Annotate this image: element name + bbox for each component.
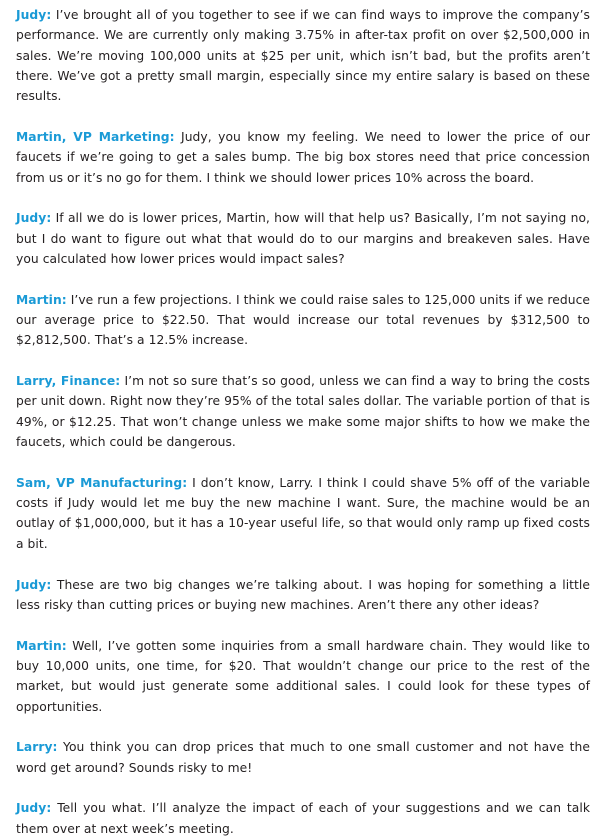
dialogue-paragraph <box>16 737 590 778</box>
speaker-name: Judy: <box>16 577 52 592</box>
dialogue-text: Judy, you know my feeling. We need to lower the price of our faucets if we’re going to get a sales bump. The big box stores need that price concession from us or it’s no go for them. I think we should lower prices 10% across the board. <box>16 129 590 185</box>
dialogue-paragraph <box>16 798 590 839</box>
dialogue-text: I’ve run a few projections. I think we could raise sales to 125,000 units if we reduce our average price to $22.50. That would increase our total revenues by $312,500 to $2,812,500. That’s a 12.5% increase. <box>16 292 590 348</box>
speaker-name: Sam, VP Manufacturing: <box>16 475 188 490</box>
dialogue-paragraph <box>16 473 590 554</box>
dialogue-paragraph <box>16 290 590 351</box>
dialogue-paragraph <box>16 5 590 106</box>
speaker-name: Martin, VP Marketing: <box>16 129 175 144</box>
dialogue-paragraph <box>16 208 590 269</box>
dialogue-text: Tell you what. I’ll analyze the impact of each of your suggestions and we can talk them over at next week’s meeting. <box>16 801 590 836</box>
speaker-name: Judy: <box>16 211 52 226</box>
dialogue-text: I don’t know, Larry. I think I could shave 5% off of the variable costs if Judy would let me buy the new machine I want. Sure, the machine would be an outlay of $1,000,000, but it has a 10-year useful life, so that would only ramp up fixed costs a bit. <box>16 475 590 551</box>
speaker-name: Martin: <box>16 638 67 653</box>
dialogue-paragraph <box>16 127 590 188</box>
speaker-name: Judy: <box>16 801 52 816</box>
dialogue-text: I’m not so sure that’s so good, unless we can find a way to bring the costs per unit down. Right now they’re 95% of the total sales dollar. The variable portion of that is 49%, or $12.25. That won’t change unless we make some major shifts to how we make the faucets, which could be dangerous. <box>16 374 590 450</box>
dialogue-text: If all we do is lower prices, Martin, how will that help us? Basically, I’m not saying no, but I do want to figure out what that would do to our margins and breakeven sales. Have you calculated how lower prices would impact sales? <box>16 211 590 266</box>
dialogue-paragraph <box>16 575 590 616</box>
dialogue-text: You think you can drop prices that much to one small customer and not have the word get around? Sounds risky to me! <box>16 740 590 775</box>
dialogue-paragraph <box>16 371 590 452</box>
speaker-name: Martin: <box>16 292 67 307</box>
dialogue-text: These are two big changes we’re talking about. I was hoping for something a little less risky than cutting prices or buying new machines. Aren’t there any other ideas? <box>16 577 590 612</box>
speaker-name: Larry, Finance: <box>16 374 121 389</box>
dialogue-paragraph <box>16 636 590 717</box>
speaker-name: Larry: <box>16 740 58 755</box>
speaker-name: Judy: <box>16 8 52 22</box>
dialogue-text: I’ve brought all of you together to see if we can find ways to improve the company’s performance. We are currently only making 3.75% in after-tax profit on over $2,500,000 in sales. We’re moving 100,000 units at $25 per unit, which isn’t bad, but the profits aren’t there. We’ve got a pretty small margin, especially since my entire salary is based on these results. <box>16 8 590 104</box>
dialogue-text: Well, I’ve gotten some inquiries from a small hardware chain. They would like to buy 10,000 units, one time, for $20. That wouldn’t change our price to the rest of the market, but would just generate some additional sales. I could look for these types of opportunities. <box>16 638 590 714</box>
